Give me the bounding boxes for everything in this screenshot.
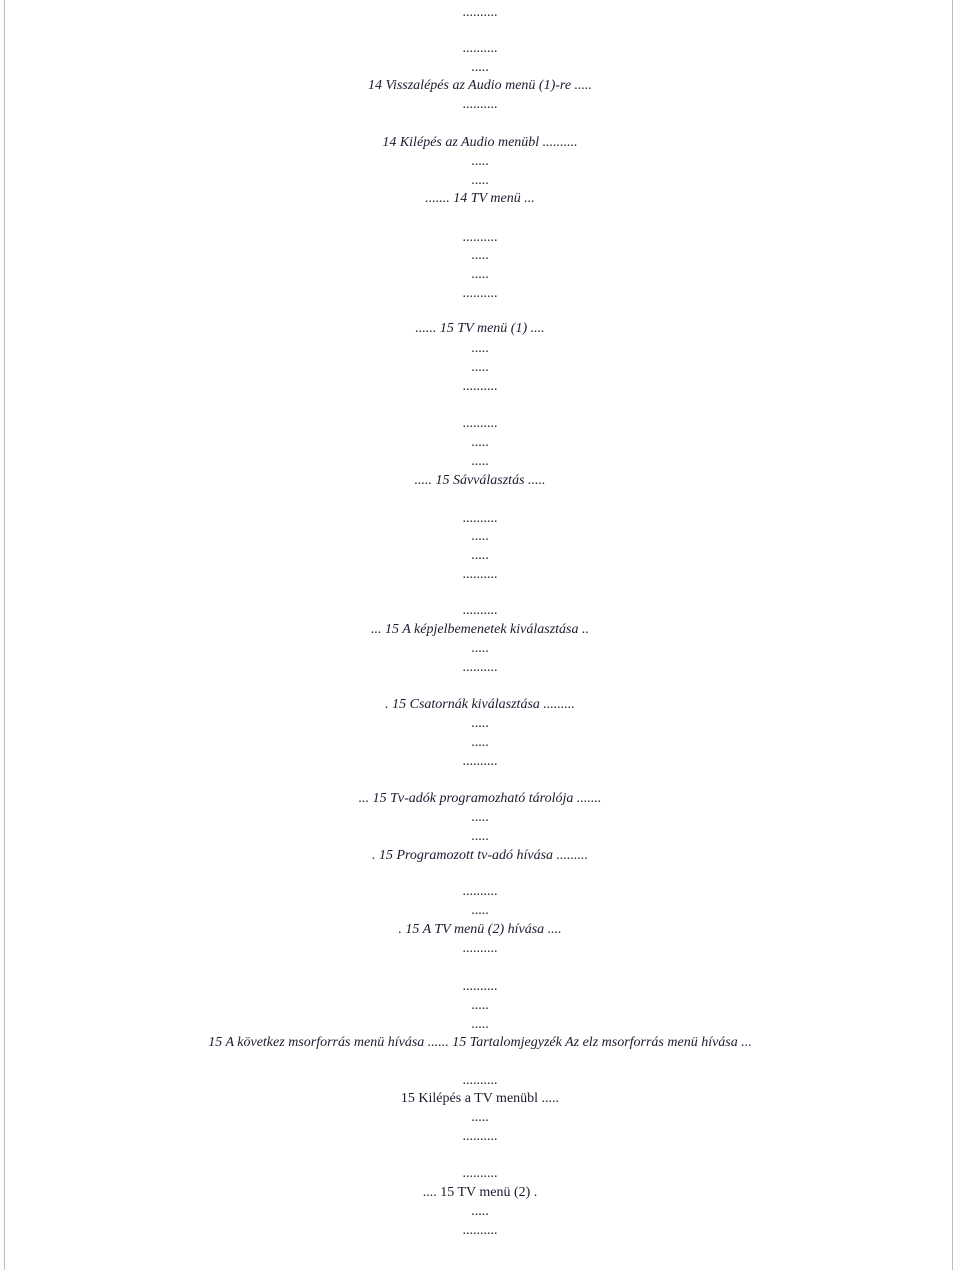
- toc-entry-tv-menu-2-hivasa[interactable]: . 15 A TV menü (2) hívása ....: [398, 922, 562, 937]
- toc-entry-tv-adok-tarolo[interactable]: ... 15 Tv-adók programozható tárolója .......: [358, 791, 602, 806]
- toc-line: ..........: [462, 754, 498, 769]
- toc-line: .....: [471, 60, 489, 75]
- toc-line: ..........: [462, 603, 498, 618]
- toc-line: .....: [471, 248, 489, 263]
- toc-line: .....: [471, 360, 489, 375]
- toc-entry-msorforras-menu[interactable]: 15 A következ msorforrás menü hívása ...... 15 Tartalomjegyzék Az elz msorforrás menü hívása ...: [208, 1035, 752, 1050]
- toc-line: ..........: [462, 1223, 498, 1238]
- toc-entry-tv-menu[interactable]: ....... 14 TV menü ...: [425, 191, 535, 206]
- toc-line: .....: [471, 903, 489, 918]
- toc-line: ..........: [462, 979, 498, 994]
- toc-line: ..........: [462, 941, 498, 956]
- toc-line: .....: [471, 1017, 489, 1032]
- toc-line: .....: [471, 829, 489, 844]
- toc-line: .....: [471, 173, 489, 188]
- toc-line: .....: [471, 341, 489, 356]
- toc-line: ..........: [462, 1129, 498, 1144]
- toc-line: .....: [471, 641, 489, 656]
- toc-entry-kilepes-tv[interactable]: 15 Kilépés a TV menübl .....: [400, 1091, 560, 1106]
- toc-line: .....: [471, 998, 489, 1013]
- toc-line: .....: [471, 267, 489, 282]
- toc-line: ..........: [462, 41, 498, 56]
- toc-line: ..........: [462, 416, 498, 431]
- toc-line: ..........: [462, 567, 498, 582]
- toc-line: .....: [471, 1204, 489, 1219]
- toc-line: .....: [471, 454, 489, 469]
- toc-entry-kilepes-audio[interactable]: 14 Kilépés az Audio menübl ..........: [382, 135, 578, 150]
- toc-line: ..........: [462, 230, 498, 245]
- toc-line: .....: [471, 529, 489, 544]
- toc-line: ..........: [462, 379, 498, 394]
- toc-line: ..........: [462, 286, 498, 301]
- toc-line: .....: [471, 435, 489, 450]
- toc-line: ..........: [462, 1166, 498, 1181]
- toc-line: .....: [471, 810, 489, 825]
- toc-entry-programozott-tv-ado[interactable]: . 15 Programozott tv-adó hívása .........: [371, 848, 589, 863]
- toc-line: ..........: [462, 5, 498, 20]
- toc-line: ..........: [462, 660, 498, 675]
- toc-line: .....: [471, 548, 489, 563]
- toc-line: .....: [471, 716, 489, 731]
- toc-line: ..........: [462, 97, 498, 112]
- toc-entry-tv-menu-1[interactable]: ...... 15 TV menü (1) ....: [415, 321, 545, 336]
- toc-line: ..........: [462, 1073, 498, 1088]
- toc-line: .....: [471, 154, 489, 169]
- toc-entry-savvalasztas[interactable]: ..... 15 Sávválasztás .....: [414, 473, 546, 488]
- toc-entry-tv-menu-2[interactable]: .... 15 TV menü (2) .: [422, 1185, 538, 1200]
- toc-line: .....: [471, 1110, 489, 1125]
- toc-line: .....: [471, 735, 489, 750]
- toc-entry-csatornak[interactable]: . 15 Csatornák kiválasztása .........: [385, 697, 575, 712]
- toc-line: ..........: [462, 511, 498, 526]
- toc-entry-visszalepes-audio[interactable]: 14 Visszalépés az Audio menü (1)-re .....: [367, 78, 593, 93]
- toc-entry-kepjelbemenetek[interactable]: ... 15 A képjelbemenetek kiválasztása ..: [371, 622, 589, 637]
- toc-line: ..........: [462, 884, 498, 899]
